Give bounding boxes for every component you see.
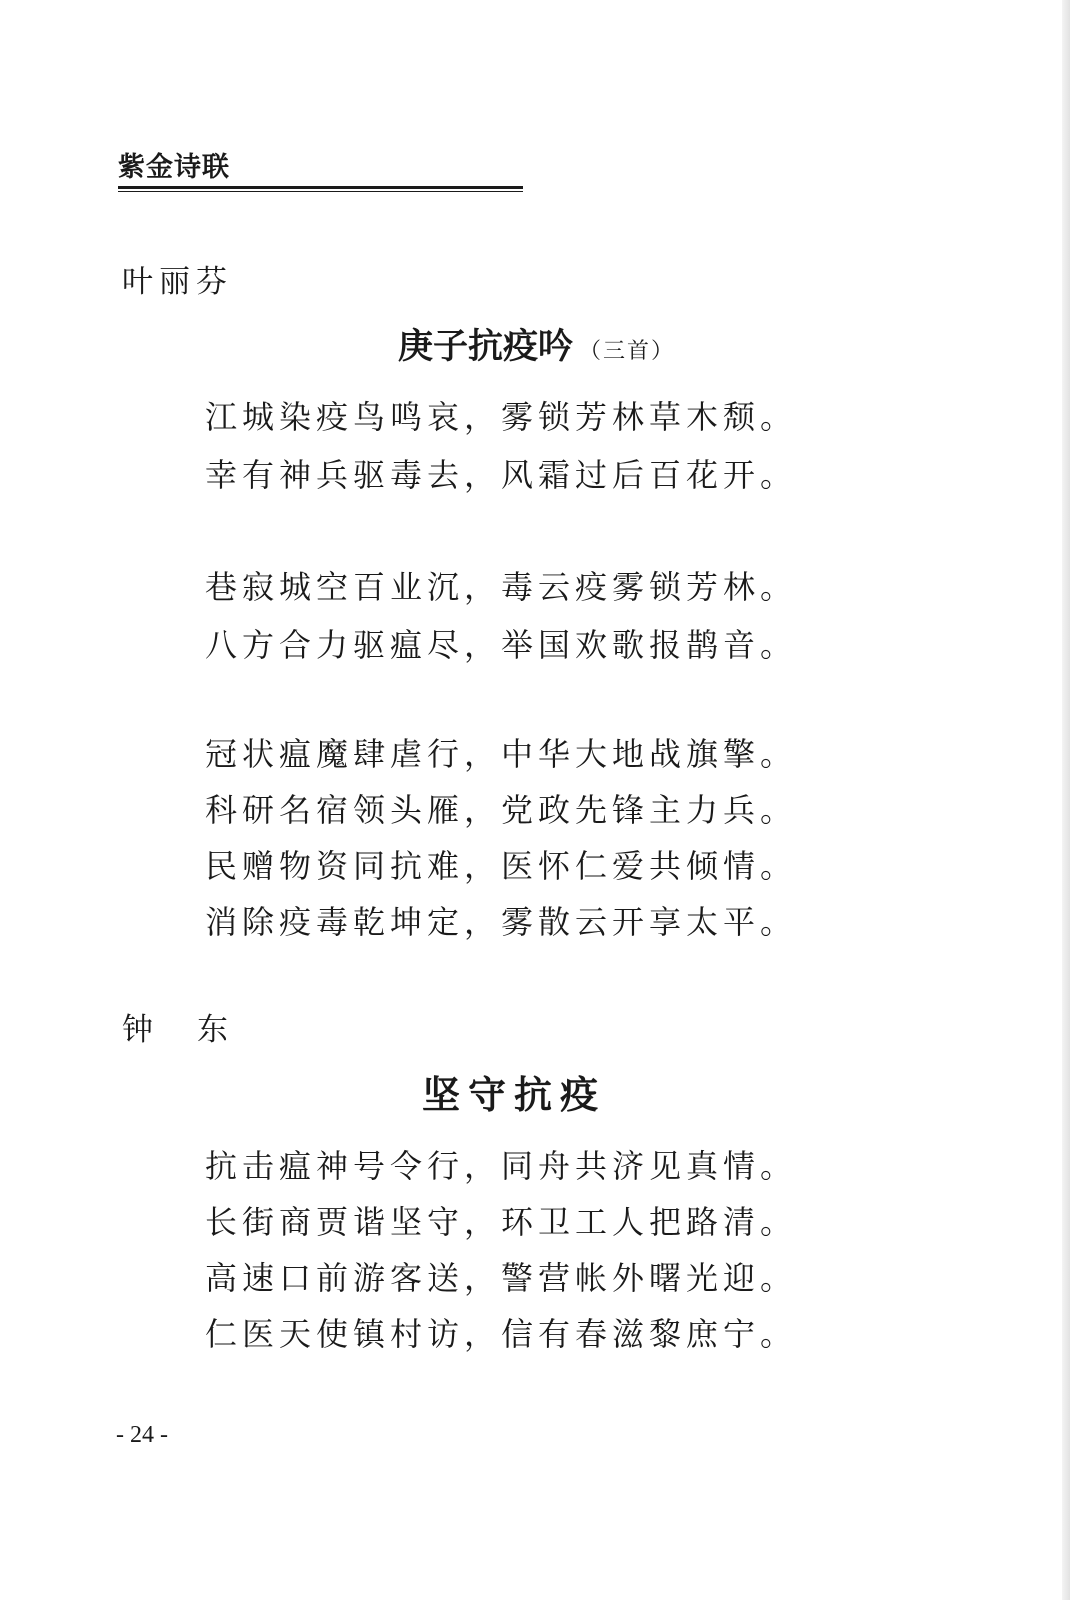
poem-1-line-7: 民赠物资同抗难，医怀仁爱共倾情。: [205, 847, 798, 885]
poem-1-line-4: 八方合力驱瘟尽，举国欢歌报鹊音。: [205, 626, 798, 664]
poem-1-line-5: 冠状瘟魔肆虐行，中华大地战旗擎。: [205, 735, 798, 773]
poem-2-line-2: 长街商贾谐坚守，环卫工人把路清。: [205, 1203, 798, 1241]
poem-1-line-1: 江城染疫鸟鸣哀，雾锁芳林草木颓。: [205, 398, 798, 436]
poem-1-line-6: 科研名宿领头雁，党政先锋主力兵。: [205, 791, 798, 829]
poem-1-line-8: 消除疫毒乾坤定，雾散云开享太平。: [205, 903, 798, 941]
poem-2-title: 坚守抗疫: [422, 1072, 607, 1117]
poem-2-line-1: 抗击瘟神号令行，同舟共济见真情。: [205, 1147, 798, 1185]
poem-2-author: 钟东: [122, 1012, 272, 1048]
running-header: [118, 150, 523, 194]
running-header-title: 紫金诗联: [118, 152, 230, 183]
poem-1-title: [398, 322, 675, 377]
poem-1-line-3: 巷寂城空百业沉，毒云疫雾锁芳林。: [205, 568, 798, 606]
poem-1-title-text: 庚子抗疫吟: [398, 326, 574, 367]
poem-1-line-2: 幸有神兵驱毒去，风霜过后百花开。: [205, 456, 798, 494]
header-rule-thick: [118, 186, 523, 189]
poem-2-line-4: 仁医天使镇村访，信有春滋黎庶宁。: [205, 1315, 798, 1353]
poem-1-author: 叶丽芬: [122, 264, 233, 300]
page-number: - 24 -: [116, 1422, 168, 1448]
poem-1-subtitle: （三首）: [579, 339, 676, 364]
header-rule-thin: [118, 191, 523, 192]
poem-2-line-3: 高速口前游客送，警营帐外曙光迎。: [205, 1259, 798, 1297]
page-edge: [1062, 0, 1070, 1600]
